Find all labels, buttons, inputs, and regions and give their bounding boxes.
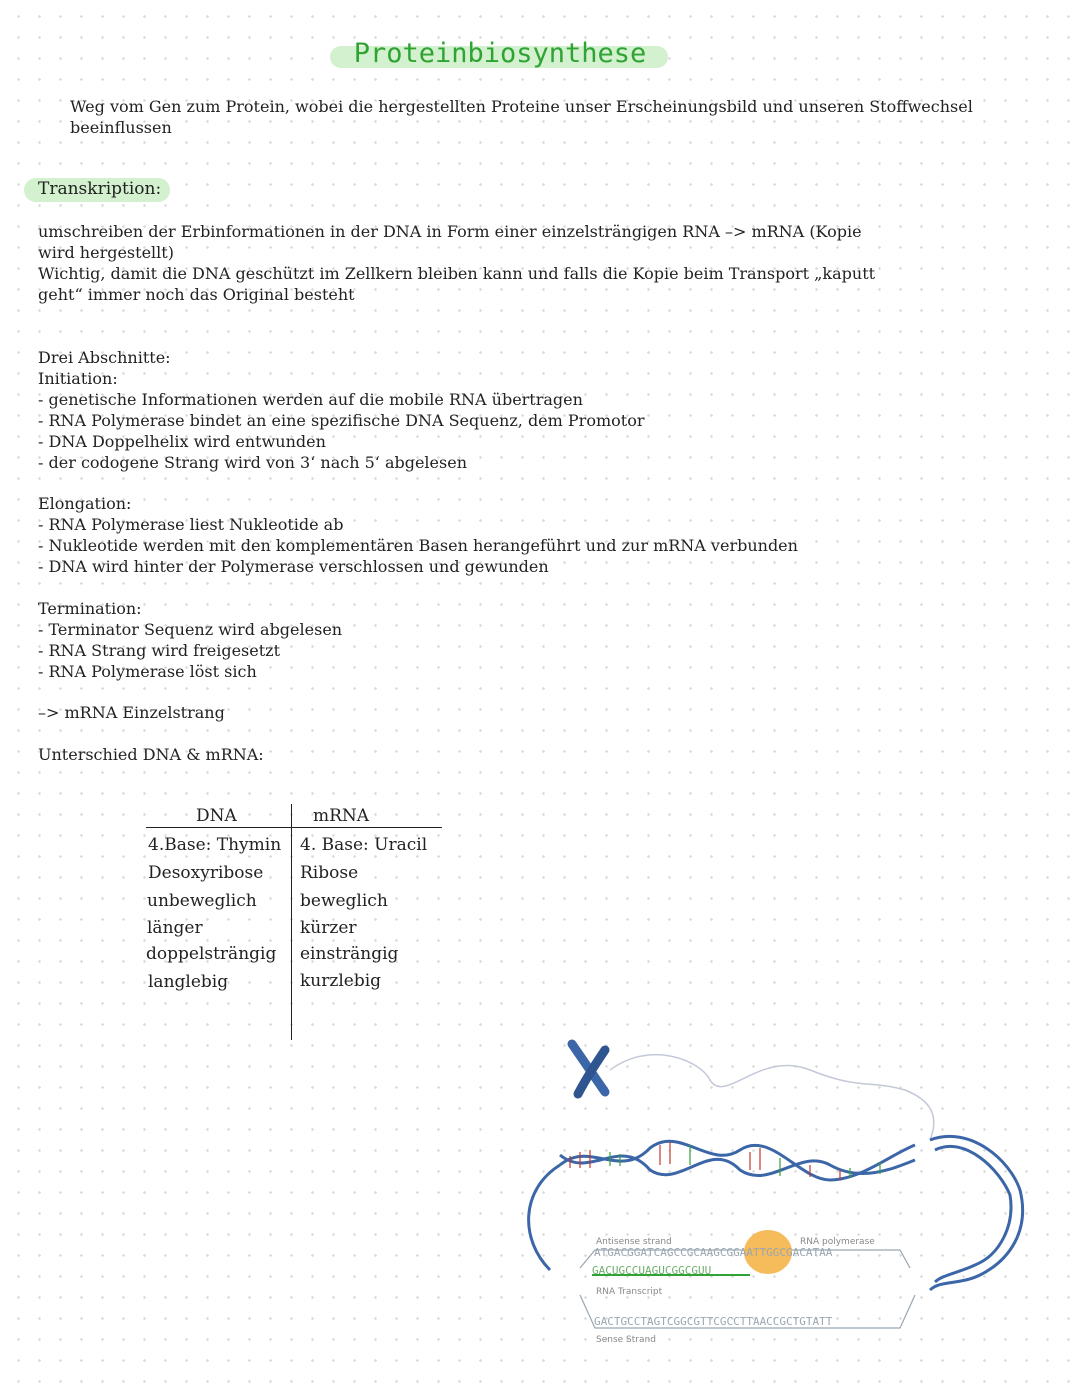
intro-line: Weg vom Gen zum Protein, wobei die hergestellten Proteine unser Erscheinungsbild und unseren Stoffwechsel — [70, 97, 973, 116]
page-title: Proteinbiosynthese — [353, 38, 647, 69]
table-cell-dna: langlebig — [148, 972, 229, 992]
termination-block — [38, 598, 938, 682]
table-column-divider — [291, 804, 292, 1040]
elongation-heading: Elongation: — [38, 494, 132, 513]
intro-text — [70, 96, 1050, 138]
list-item: - DNA wird hinter der Polymerase verschlossen und gewunden — [38, 557, 549, 576]
initiation-heading: Initiation: — [38, 369, 118, 388]
table-cell-mrna: kürzer — [300, 918, 357, 938]
description-line: wird hergestellt) — [38, 243, 174, 262]
list-item: - genetische Informationen werden auf die mobile RNA übertragen — [38, 390, 583, 409]
table-cell-mrna: beweglich — [300, 891, 388, 911]
table-header-mrna: mRNA — [313, 806, 370, 826]
chromatin-thread — [610, 1055, 934, 1140]
table-cell-dna: länger — [147, 918, 203, 938]
table-header-divider — [146, 827, 442, 828]
transcript-label: RNA Transcript — [596, 1287, 663, 1297]
description-block — [38, 221, 938, 305]
title-block — [330, 38, 670, 72]
table-cell-mrna: kurzlebig — [300, 971, 382, 991]
table-cell-dna: unbeweglich — [147, 891, 257, 911]
sense-sequence: GACTGCCTAGTCGGCGTTCGCCTTAACCGCTGTATT — [594, 1315, 833, 1328]
phases-heading: Drei Abschnitte: — [38, 348, 171, 367]
list-item: - RNA Strang wird freigesetzt — [38, 641, 281, 660]
dna-helix-left — [529, 1165, 560, 1270]
antisense-sequence: ATGACGGATCAGCCGCAAGCGGAATTGGCGACATAA — [594, 1246, 833, 1259]
transcription-illustration — [510, 1030, 1040, 1360]
description-line: Wichtig, damit die DNA geschützt im Zellkern bleiben kann und falls die Kopie beim Transport „kaputt — [38, 264, 876, 283]
termination-heading: Termination: — [38, 599, 142, 618]
list-item: - DNA Doppelhelix wird entwunden — [38, 432, 326, 451]
result-line: –> mRNA Einzelstrang — [38, 703, 225, 722]
initiation-block — [38, 347, 938, 473]
list-item: - Nukleotide werden mit den komplementären Basen herangeführt und zur mRNA verbunden — [38, 536, 798, 555]
intro-line: beeinflussen — [70, 118, 172, 137]
table-cell-dna: doppelsträngig — [146, 944, 277, 964]
dna-helix-right — [930, 1136, 1023, 1290]
list-item: - RNA Polymerase löst sich — [38, 662, 257, 681]
table-cell-dna: Desoxyribose — [148, 863, 264, 883]
sense-label: Sense Strand — [596, 1335, 656, 1345]
comparison-heading: Unterschied DNA & mRNA: — [38, 745, 264, 764]
list-item: - Terminator Sequenz wird abgelesen — [38, 620, 343, 639]
table-header-dna: DNA — [196, 806, 237, 826]
list-item: - RNA Polymerase liest Nukleotide ab — [38, 515, 344, 534]
list-item: - RNA Polymerase bindet an eine spezifische DNA Sequenz, dem Promotor — [38, 411, 645, 430]
elongation-block — [38, 493, 938, 577]
table-cell-mrna: Ribose — [300, 863, 359, 883]
table-cell-mrna: einsträngig — [300, 944, 399, 964]
dna-helix-upper — [560, 1141, 915, 1180]
table-cell-mrna: 4. Base: Uracil — [300, 835, 428, 855]
table-cell-dna: 4.Base: Thymin — [148, 835, 282, 855]
chromosome-icon — [572, 1044, 605, 1094]
section-title: Transkription: — [38, 179, 162, 199]
antisense-label: Antisense strand — [596, 1237, 672, 1247]
polymerase-label: RNA polymerase — [800, 1237, 875, 1247]
description-line: geht“ immer noch das Original besteht — [38, 285, 355, 304]
description-line: umschreiben der Erbinformationen in der DNA in Form einer einzelsträngigen RNA –> mRNA (Kopie — [38, 222, 862, 241]
rna-sequence: GACUGCCUAGUCGGCGUU — [592, 1264, 712, 1277]
list-item: - der codogene Strang wird von 3‘ nach 5‘ abgelesen — [38, 453, 467, 472]
